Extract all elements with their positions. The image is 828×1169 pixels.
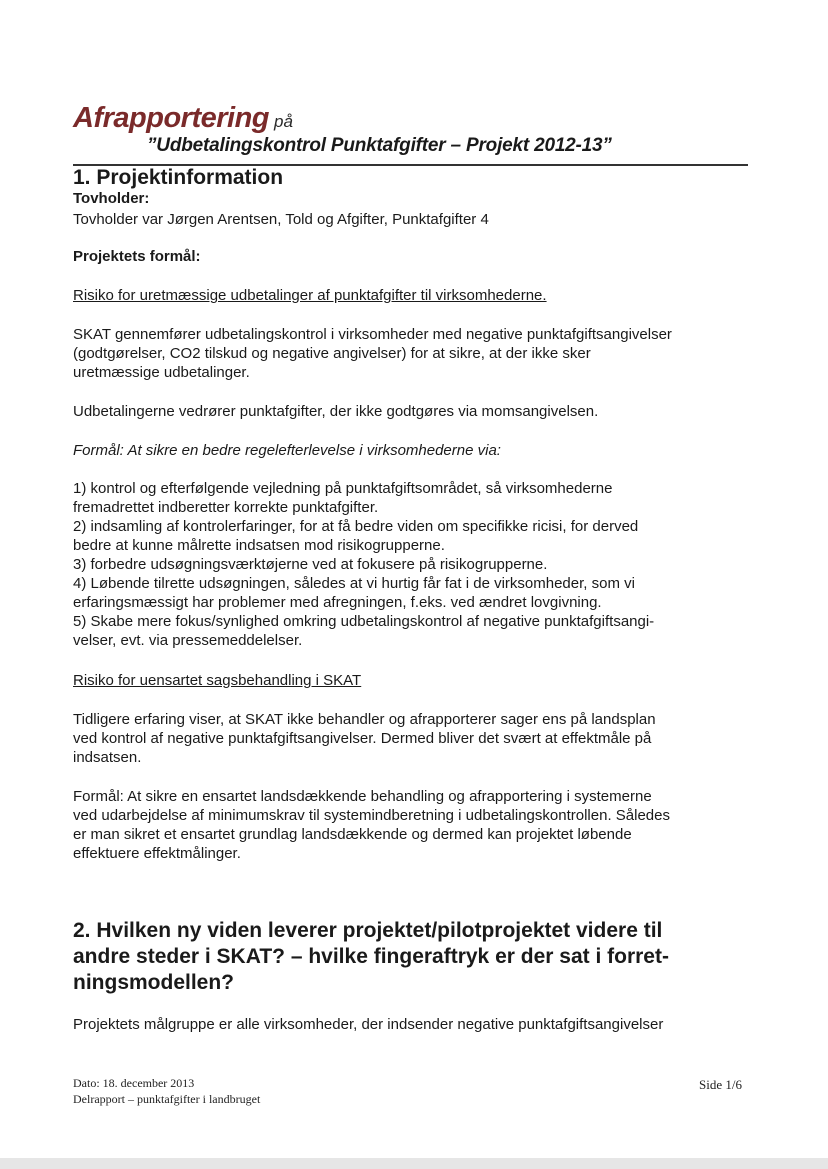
risk1-heading: Risiko for uretmæssige udbetalinger af punktafgifter til virksomhederne.: [73, 287, 547, 304]
aim-line: Formål: At sikre en bedre regelefterlevelse i virksomhederne via:: [73, 442, 501, 459]
paragraph-4: [73, 787, 670, 863]
paragraph-4-line: Formål: At sikre en ensartet landsdækkende behandling og afrapportering i systemerne: [73, 788, 652, 805]
paragraph-3: [73, 710, 656, 767]
paragraph-2: Udbetalingerne vedrører punktafgifter, der ikke godtgøres via momsangivelsen.: [73, 403, 599, 420]
aim-list-line: fremadrettet indberetter korrekte punktafgifter.: [73, 499, 379, 516]
risk2-heading: Risiko for uensartet sagsbehandling i SKAT: [73, 672, 362, 689]
footer-subtitle: Delrapport – punktafgifter i landbruget: [73, 1092, 261, 1106]
section2-heading-line: andre steder i SKAT? – hvilke fingeraftryk er der sat i forret-: [73, 945, 669, 968]
section2-heading: [73, 918, 753, 996]
aim-list-line: 2) indsamling af kontrolerfaringer, for at få bedre viden om specifikke ricisi, for derved: [73, 518, 639, 535]
footer-page-number: Side 1/6: [699, 1077, 742, 1092]
aim-list-line: 4) Løbende tilrette udsøgningen, således at vi hurtig får fat i de virksomheder, som vi: [73, 575, 635, 592]
footer-date: Dato: 18. december 2013: [73, 1076, 195, 1090]
section2-heading-line: 2. Hvilken ny viden leverer projektet/pilotprojektet videre til: [73, 919, 663, 942]
paragraph-1: [73, 325, 672, 382]
paragraph-4-line: effektuere effektmålinger.: [73, 845, 241, 862]
section2-heading-line: ningsmodellen?: [73, 971, 235, 994]
section2-paragraph: Projektets målgruppe er alle virksomheder, der indsender negative punktafgiftsangivelser: [73, 1016, 664, 1033]
aim-list-line: 1) kontrol og efterfølgende vejledning på punktafgiftsområdet, så virksomhederne: [73, 480, 613, 497]
paragraph-4-line: ved udarbejdelse af minimumskrav til systemindberetning i udbetalingskontrollen. Således: [73, 807, 670, 824]
report-title: [73, 102, 293, 135]
paragraph-3-line: ved kontrol af negative punktafgiftsangivelser. Dermed bliver det svært at effektmåle på: [73, 730, 652, 747]
paragraph-1-line: uretmæssige udbetalinger.: [73, 364, 250, 381]
aim-list-line: bedre at kunne målrette indsatsen mod risikogrupperne.: [73, 537, 445, 554]
paragraph-1-line: (godtgørelser, CO2 tilskud og negative angivelser) for at sikre, at der ikke sker: [73, 345, 591, 362]
scan-bottom-edge: [0, 1158, 828, 1169]
paragraph-3-line: Tidligere erfaring viser, at SKAT ikke behandler og afrapporterer sager ens på landsplan: [73, 711, 656, 728]
owner-text: Tovholder var Jørgen Arentsen, Told og Afgifter, Punktafgifter 4: [73, 211, 489, 228]
footer-left: [73, 1075, 260, 1107]
paragraph-3-line: indsatsen.: [73, 749, 142, 766]
aim-list-line: 3) forbedre udsøgningsværktøjerne ved at fokusere på risikogrupperne.: [73, 556, 548, 573]
purpose-label: Projektets formål:: [73, 248, 201, 265]
report-title-suffix: på: [274, 112, 293, 131]
aim-list-line: velser, evt. via pressemeddelelser.: [73, 632, 303, 649]
paragraph-1-line: SKAT gennemfører udbetalingskontrol i virksomheder med negative punktafgiftsangivelser: [73, 326, 672, 343]
paragraph-4-line: er man sikret et ensartet grundlag landsdækkende og dermed kan projektet løbende: [73, 826, 632, 843]
report-title-main: Afrapportering: [73, 102, 269, 134]
aim-list: [73, 479, 654, 650]
section1-heading: 1. Projektinformation: [73, 166, 284, 189]
report-subtitle: ”Udbetalingskontrol Punktafgifter – Projekt 2012-13”: [147, 135, 612, 156]
aim-list-line: 5) Skabe mere fokus/synlighed omkring udbetalingskontrol af negative punktafgiftsangi-: [73, 613, 655, 630]
aim-list-line: erfaringsmæssigt har problemer med afregningen, f.eks. ved ændret lovgivning.: [73, 594, 602, 611]
owner-label: Tovholder:: [73, 190, 150, 207]
